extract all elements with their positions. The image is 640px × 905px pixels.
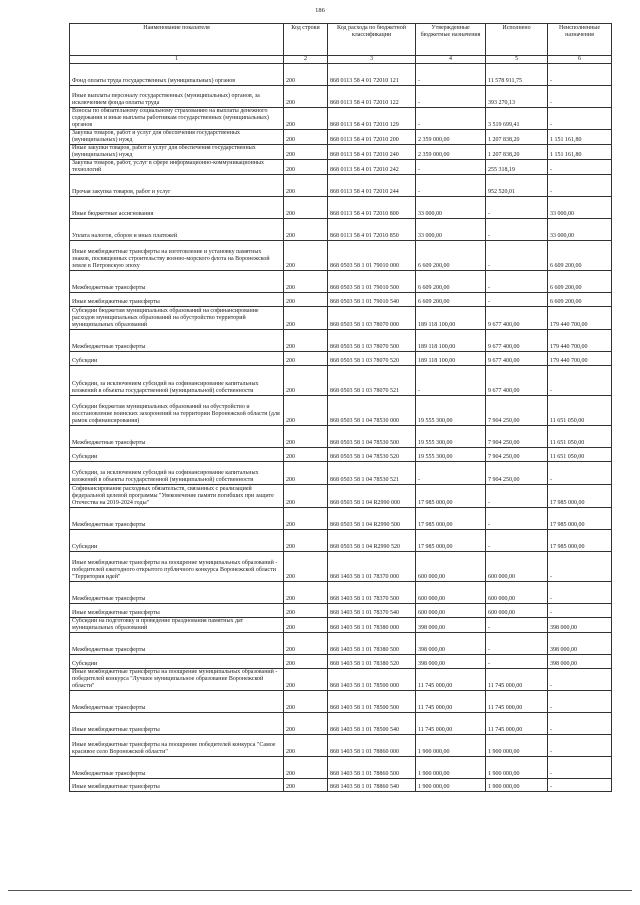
- row-budget-code: 868 0503 58 1 03 78070 500: [328, 330, 416, 352]
- row-line-code: 200: [284, 64, 328, 86]
- row-name: Межбюджетные трансферты: [70, 426, 284, 448]
- row-unexecuted: -: [548, 175, 612, 197]
- row-executed: 9 677 400,00: [486, 366, 548, 396]
- table-row: [70, 396, 612, 426]
- row-budget-code: 868 0113 58 4 01 72010 242: [328, 160, 416, 175]
- row-executed: -: [486, 241, 548, 271]
- table-row: [70, 108, 612, 130]
- row-line-code: 200: [284, 462, 328, 485]
- row-approved: 17 985 000,00: [416, 508, 486, 530]
- table-row: [70, 462, 612, 485]
- row-unexecuted: -: [548, 779, 612, 792]
- row-line-code: 200: [284, 485, 328, 508]
- row-budget-code: 868 1403 58 1 01 78380 500: [328, 633, 416, 655]
- row-approved: 2 359 000,00: [416, 130, 486, 145]
- row-budget-code: 868 1403 58 1 01 78380 000: [328, 618, 416, 633]
- row-executed: 11 745 000,00: [486, 691, 548, 713]
- row-approved: 189 118 100,00: [416, 307, 486, 330]
- row-executed: 7 904 250,00: [486, 396, 548, 426]
- row-name: Уплата налогов, сборов и иных платежей: [70, 219, 284, 241]
- row-executed: 7 904 250,00: [486, 448, 548, 462]
- row-budget-code: 868 0503 58 1 01 79010 500: [328, 271, 416, 293]
- row-name: Субсидии: [70, 530, 284, 552]
- row-line-code: 200: [284, 530, 328, 552]
- row-budget-code: 868 1403 58 1 01 78380 520: [328, 655, 416, 669]
- row-name: Фонд оплаты труда государственных (муниципальных) органов: [70, 64, 284, 86]
- header-approved: Утвержденные бюджетные назначения: [416, 24, 486, 56]
- row-unexecuted: -: [548, 669, 612, 691]
- row-budget-code: 868 0503 58 1 01 79010 540: [328, 293, 416, 307]
- row-approved: 1 900 000,00: [416, 735, 486, 757]
- row-approved: 19 555 300,00: [416, 426, 486, 448]
- table-row: [70, 145, 612, 160]
- row-line-code: 200: [284, 307, 328, 330]
- row-line-code: 200: [284, 713, 328, 735]
- row-line-code: 200: [284, 293, 328, 307]
- row-unexecuted: 398 000,00: [548, 633, 612, 655]
- row-line-code: 200: [284, 271, 328, 293]
- row-approved: 19 555 300,00: [416, 448, 486, 462]
- row-approved: 33 000,00: [416, 197, 486, 219]
- row-name: Субсидии бюджетам муниципальных образований на софинансирование расходов муниципальных образований на обустройство территорий муниципальных образований: [70, 307, 284, 330]
- row-executed: 600 000,00: [486, 604, 548, 618]
- row-approved: -: [416, 462, 486, 485]
- row-unexecuted: -: [548, 691, 612, 713]
- row-unexecuted: -: [548, 462, 612, 485]
- table-row: [70, 655, 612, 669]
- row-budget-code: 868 0503 58 1 04 R2990 000: [328, 485, 416, 508]
- row-unexecuted: -: [548, 366, 612, 396]
- header-line-code: Код строки: [284, 24, 328, 56]
- row-unexecuted: 398 000,00: [548, 618, 612, 633]
- row-line-code: 200: [284, 160, 328, 175]
- row-executed: -: [486, 530, 548, 552]
- row-unexecuted: 1 151 161,80: [548, 145, 612, 160]
- row-name: Межбюджетные трансферты: [70, 633, 284, 655]
- row-unexecuted: 1 151 161,80: [548, 130, 612, 145]
- row-executed: 3 519 699,41: [486, 108, 548, 130]
- header-unexecuted: Неисполненные назначения: [548, 24, 612, 56]
- row-executed: -: [486, 293, 548, 307]
- table-row: [70, 735, 612, 757]
- table-row: [70, 691, 612, 713]
- row-unexecuted: 179 440 700,00: [548, 352, 612, 366]
- row-name: Иные межбюджетные трансферты на поощрение муниципальных образований - победителей ежегодного открытого публичного конкурса Воронежской области "Территория идей": [70, 552, 284, 582]
- row-executed: 11 578 911,75: [486, 64, 548, 86]
- row-line-code: 200: [284, 779, 328, 792]
- row-executed: 393 270,13: [486, 86, 548, 108]
- row-approved: 6 609 200,00: [416, 271, 486, 293]
- column-number-row: [70, 56, 612, 64]
- table-row: [70, 508, 612, 530]
- row-executed: 1 900 000,00: [486, 779, 548, 792]
- row-budget-code: 868 0113 58 4 01 72010 122: [328, 86, 416, 108]
- table-row: [70, 669, 612, 691]
- row-unexecuted: 33 000,00: [548, 219, 612, 241]
- row-approved: 19 555 300,00: [416, 396, 486, 426]
- row-line-code: 200: [284, 219, 328, 241]
- table-row: [70, 633, 612, 655]
- row-budget-code: 868 1403 58 1 01 78370 500: [328, 582, 416, 604]
- row-approved: 11 745 000,00: [416, 713, 486, 735]
- row-budget-code: 868 1403 58 1 01 78500 000: [328, 669, 416, 691]
- row-executed: 1 900 000,00: [486, 757, 548, 779]
- row-budget-code: 868 1403 58 1 01 78370 540: [328, 604, 416, 618]
- row-unexecuted: -: [548, 604, 612, 618]
- row-name: Субсидии на подготовку и проведение празднования памятных дат муниципальных образований: [70, 618, 284, 633]
- row-approved: 189 118 100,00: [416, 352, 486, 366]
- row-budget-code: 868 0503 58 1 01 79010 000: [328, 241, 416, 271]
- row-name: Межбюджетные трансферты: [70, 691, 284, 713]
- row-approved: 2 359 000,00: [416, 145, 486, 160]
- table-row: [70, 271, 612, 293]
- row-executed: 255 318,19: [486, 160, 548, 175]
- row-approved: 6 609 200,00: [416, 241, 486, 271]
- row-line-code: 200: [284, 633, 328, 655]
- row-name: Субсидии: [70, 352, 284, 366]
- column-number: 1: [70, 56, 284, 64]
- row-budget-code: 868 0113 58 4 01 72010 850: [328, 219, 416, 241]
- row-unexecuted: 17 985 000,00: [548, 508, 612, 530]
- row-approved: -: [416, 160, 486, 175]
- row-unexecuted: -: [548, 757, 612, 779]
- row-budget-code: 868 1403 58 1 01 78860 540: [328, 779, 416, 792]
- row-executed: 7 904 250,00: [486, 426, 548, 448]
- row-budget-code: 868 1403 58 1 01 78370 000: [328, 552, 416, 582]
- row-name: Софинансирование расходных обязательств, связанных с реализацией федеральной целевой программы "Увековечение памяти погибших при защите Отечества на 2019-2024 годы": [70, 485, 284, 508]
- row-approved: 189 118 100,00: [416, 330, 486, 352]
- row-line-code: 200: [284, 197, 328, 219]
- table-row: [70, 241, 612, 271]
- row-name: Взносы по обязательному социальному страхованию на выплаты денежного содержания и иные выплаты работникам государственных (муниципальных) органов: [70, 108, 284, 130]
- row-approved: 1 900 000,00: [416, 757, 486, 779]
- row-budget-code: 868 0503 58 1 03 78070 520: [328, 352, 416, 366]
- row-line-code: 200: [284, 448, 328, 462]
- row-name: Субсидии бюджетам муниципальных образований на обустройство и восстановление воинских захоронений на территории Воронежской области (для рамок софинансирования): [70, 396, 284, 426]
- row-executed: 11 745 000,00: [486, 713, 548, 735]
- row-executed: -: [486, 655, 548, 669]
- row-unexecuted: -: [548, 735, 612, 757]
- row-budget-code: 868 0503 58 1 04 78530 500: [328, 426, 416, 448]
- row-approved: 33 000,00: [416, 219, 486, 241]
- row-budget-code: 868 0503 58 1 04 78530 521: [328, 462, 416, 485]
- row-name: Иные межбюджетные трансферты на поощрение муниципальных образований - победителей конкурса "Лучшее муниципальное образование Воронежской области": [70, 669, 284, 691]
- row-executed: 7 904 250,00: [486, 462, 548, 485]
- row-unexecuted: 17 985 000,00: [548, 530, 612, 552]
- row-budget-code: 868 0113 58 4 01 72010 240: [328, 145, 416, 160]
- row-unexecuted: 6 609 200,00: [548, 293, 612, 307]
- row-unexecuted: -: [548, 64, 612, 86]
- row-name: Иные межбюджетные трансферты: [70, 604, 284, 618]
- row-approved: -: [416, 86, 486, 108]
- row-unexecuted: 179 440 700,00: [548, 330, 612, 352]
- row-line-code: 200: [284, 145, 328, 160]
- header-executed: Исполнено: [486, 24, 548, 56]
- row-line-code: 200: [284, 426, 328, 448]
- budget-execution-table: [69, 23, 612, 792]
- row-budget-code: 868 1403 58 1 01 78500 500: [328, 691, 416, 713]
- page-bottom-rule: [8, 890, 632, 891]
- row-name: Иные межбюджетные трансферты на изготовление и установку памятных знаков, посвященных строительству военно-морского флота на Воронежской земле в Петровскую эпоху: [70, 241, 284, 271]
- row-unexecuted: 33 000,00: [548, 197, 612, 219]
- row-unexecuted: -: [548, 713, 612, 735]
- row-unexecuted: 179 440 700,00: [548, 307, 612, 330]
- row-approved: 1 900 000,00: [416, 779, 486, 792]
- table-header: [70, 24, 612, 64]
- row-executed: 600 000,00: [486, 582, 548, 604]
- row-unexecuted: -: [548, 86, 612, 108]
- table-row: [70, 757, 612, 779]
- row-unexecuted: 6 609 200,00: [548, 241, 612, 271]
- table-row: [70, 175, 612, 197]
- row-name: Закупка товаров, работ, услуг в сфере информационно-коммуникационных технологий: [70, 160, 284, 175]
- table-row: [70, 64, 612, 86]
- row-budget-code: 868 0503 58 1 04 R2990 520: [328, 530, 416, 552]
- row-budget-code: 868 0503 58 1 03 78070 000: [328, 307, 416, 330]
- row-approved: 11 745 000,00: [416, 691, 486, 713]
- row-approved: 17 985 000,00: [416, 530, 486, 552]
- table-row: [70, 352, 612, 366]
- row-budget-code: 868 0113 58 4 01 72010 200: [328, 130, 416, 145]
- table-row: [70, 618, 612, 633]
- row-line-code: 200: [284, 396, 328, 426]
- row-line-code: 200: [284, 618, 328, 633]
- table-body: [70, 64, 612, 792]
- row-name: Иные межбюджетные трансферты: [70, 293, 284, 307]
- row-approved: 398 000,00: [416, 618, 486, 633]
- row-line-code: 200: [284, 352, 328, 366]
- row-approved: -: [416, 108, 486, 130]
- table-row: [70, 197, 612, 219]
- table-row: [70, 779, 612, 792]
- row-unexecuted: 11 651 050,00: [548, 426, 612, 448]
- row-name: Иные выплаты персоналу государственных (муниципальных) органов, за исключением фонда оплаты труда: [70, 86, 284, 108]
- row-approved: 11 745 000,00: [416, 669, 486, 691]
- row-budget-code: 868 0503 58 1 04 R2990 500: [328, 508, 416, 530]
- row-line-code: 200: [284, 366, 328, 396]
- row-name: Иные межбюджетные трансферты: [70, 779, 284, 792]
- column-number: 5: [486, 56, 548, 64]
- row-line-code: 200: [284, 735, 328, 757]
- row-budget-code: 868 0113 58 4 01 72010 129: [328, 108, 416, 130]
- row-executed: -: [486, 197, 548, 219]
- row-line-code: 200: [284, 508, 328, 530]
- row-line-code: 200: [284, 241, 328, 271]
- row-executed: -: [486, 508, 548, 530]
- row-name: Межбюджетные трансферты: [70, 271, 284, 293]
- table-row: [70, 219, 612, 241]
- row-approved: 600 000,00: [416, 582, 486, 604]
- row-name: Иные бюджетные ассигнования: [70, 197, 284, 219]
- row-unexecuted: 6 609 200,00: [548, 271, 612, 293]
- row-approved: 600 000,00: [416, 604, 486, 618]
- header-budget-code: Код расхода по бюджетной классификации: [328, 24, 416, 56]
- row-line-code: 200: [284, 552, 328, 582]
- row-line-code: 200: [284, 691, 328, 713]
- row-budget-code: 868 1403 58 1 01 78860 000: [328, 735, 416, 757]
- row-name: Иные закупки товаров, работ и услуг для обеспечения государственных (муниципальных) нужд: [70, 145, 284, 160]
- row-budget-code: 868 0113 58 4 01 72010 800: [328, 197, 416, 219]
- row-name: Субсидии: [70, 448, 284, 462]
- row-line-code: 200: [284, 130, 328, 145]
- row-approved: 398 000,00: [416, 655, 486, 669]
- row-line-code: 200: [284, 669, 328, 691]
- row-approved: 398 000,00: [416, 633, 486, 655]
- row-name: Субсидии, за исключением субсидий на софинансирование капитальных вложений в объекты государственной (муниципальной) собственности: [70, 366, 284, 396]
- column-number: 4: [416, 56, 486, 64]
- table-row: [70, 582, 612, 604]
- row-executed: 1 900 000,00: [486, 735, 548, 757]
- column-number: 3: [328, 56, 416, 64]
- row-executed: -: [486, 485, 548, 508]
- row-approved: 6 609 200,00: [416, 293, 486, 307]
- row-line-code: 200: [284, 582, 328, 604]
- row-executed: -: [486, 618, 548, 633]
- page-number: 186: [315, 7, 325, 14]
- table-row: [70, 86, 612, 108]
- row-executed: 11 745 000,00: [486, 669, 548, 691]
- row-unexecuted: 398 000,00: [548, 655, 612, 669]
- row-executed: -: [486, 633, 548, 655]
- row-executed: 600 000,00: [486, 552, 548, 582]
- row-executed: 952 520,01: [486, 175, 548, 197]
- row-line-code: 200: [284, 86, 328, 108]
- row-approved: -: [416, 175, 486, 197]
- row-line-code: 200: [284, 175, 328, 197]
- table-row: [70, 307, 612, 330]
- row-unexecuted: -: [548, 108, 612, 130]
- row-name: Иные межбюджетные трансферты: [70, 713, 284, 735]
- row-unexecuted: -: [548, 160, 612, 175]
- column-number: 2: [284, 56, 328, 64]
- row-line-code: 200: [284, 757, 328, 779]
- row-unexecuted: 11 651 050,00: [548, 448, 612, 462]
- table-row: [70, 160, 612, 175]
- row-budget-code: 868 0503 58 1 03 78070 521: [328, 366, 416, 396]
- row-line-code: 200: [284, 108, 328, 130]
- row-executed: 1 207 838,20: [486, 130, 548, 145]
- table-row: [70, 426, 612, 448]
- row-name: Субсидии, за исключением субсидий на софинансирование капитальных вложений в объекты государственной (муниципальной) собственности: [70, 462, 284, 485]
- row-approved: 17 985 000,00: [416, 485, 486, 508]
- row-line-code: 200: [284, 655, 328, 669]
- row-budget-code: 868 0503 58 1 04 78530 000: [328, 396, 416, 426]
- row-budget-code: 868 0113 58 4 01 72010 121: [328, 64, 416, 86]
- row-unexecuted: -: [548, 552, 612, 582]
- row-unexecuted: 17 985 000,00: [548, 485, 612, 508]
- row-executed: 9 677 400,00: [486, 330, 548, 352]
- row-name: Субсидии: [70, 655, 284, 669]
- row-line-code: 200: [284, 604, 328, 618]
- row-executed: -: [486, 271, 548, 293]
- table-row: [70, 552, 612, 582]
- column-number: 6: [548, 56, 612, 64]
- row-executed: -: [486, 219, 548, 241]
- row-name: Межбюджетные трансферты: [70, 582, 284, 604]
- table-row: [70, 293, 612, 307]
- table-row: [70, 366, 612, 396]
- row-unexecuted: 11 651 050,00: [548, 396, 612, 426]
- table-row: [70, 485, 612, 508]
- row-name: Прочая закупка товаров, работ и услуг: [70, 175, 284, 197]
- row-name: Межбюджетные трансферты: [70, 508, 284, 530]
- row-line-code: 200: [284, 330, 328, 352]
- table-row: [70, 448, 612, 462]
- row-executed: 1 207 838,20: [486, 145, 548, 160]
- table-row: [70, 713, 612, 735]
- row-name: Иные межбюджетные трансферты на поощрение победителей конкурса "Самое красивое село Воронежской области": [70, 735, 284, 757]
- row-budget-code: 868 1403 58 1 01 78500 540: [328, 713, 416, 735]
- row-name: Закупка товаров, работ и услуг для обеспечения государственных (муниципальных) нужд: [70, 130, 284, 145]
- row-executed: 9 677 400,00: [486, 352, 548, 366]
- row-approved: 600 000,00: [416, 552, 486, 582]
- row-approved: -: [416, 366, 486, 396]
- table-row: [70, 330, 612, 352]
- row-executed: 9 677 400,00: [486, 307, 548, 330]
- table-row: [70, 530, 612, 552]
- row-name: Межбюджетные трансферты: [70, 757, 284, 779]
- header-name: Наименование показателя: [70, 24, 284, 56]
- table-row: [70, 604, 612, 618]
- row-approved: -: [416, 64, 486, 86]
- row-unexecuted: -: [548, 582, 612, 604]
- row-budget-code: 868 0503 58 1 04 78530 520: [328, 448, 416, 462]
- row-budget-code: 868 0113 58 4 01 72010 244: [328, 175, 416, 197]
- table-row: [70, 130, 612, 145]
- row-budget-code: 868 1403 58 1 01 78860 500: [328, 757, 416, 779]
- row-name: Межбюджетные трансферты: [70, 330, 284, 352]
